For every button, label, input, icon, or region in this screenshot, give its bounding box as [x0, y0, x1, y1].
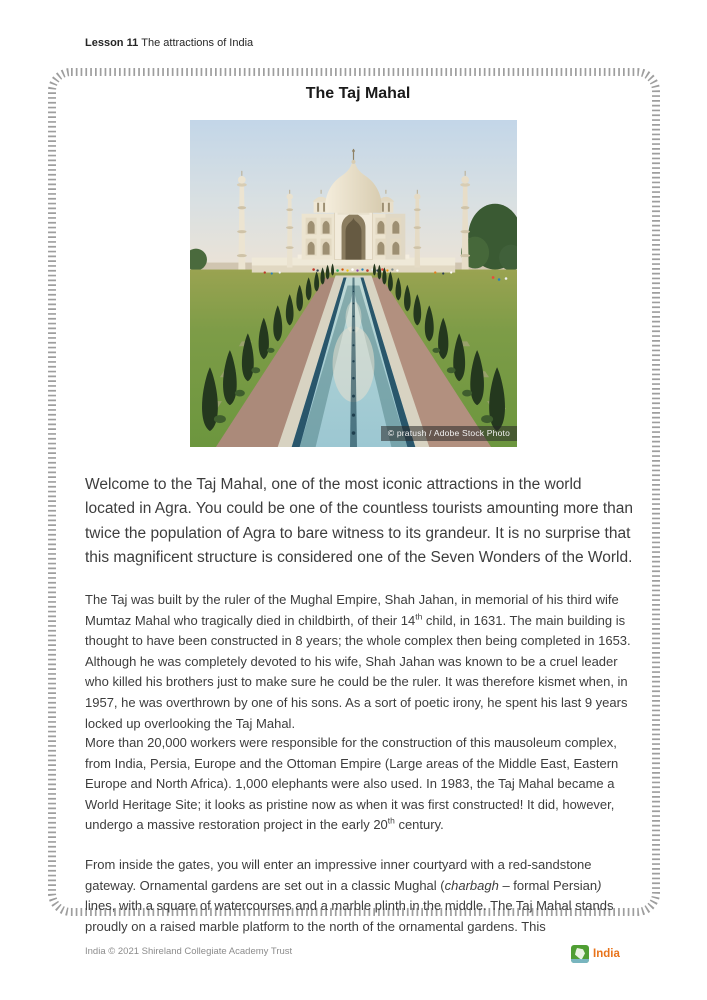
paragraph-history: The Taj was built by the ruler of the Mughal Empire, Shah Jahan, in memorial of his third wife Mumtaz Mahal who tragically died in childbirth, of their 14th child, in 1631. The main building is thought to have been constructed in 8 years; the whole complex then being completed in 1653. Although he was completely devoted to his wife, Shah Jahan was known to be a cruel leader who killed his brothers just to make sure he could be the ruler. It was therefore kismet when, in 1957, he was overthrown by one of his sons. As a sort of poetic irony, he spent his last 9 years locked up overlooking the Taj Mahal. [85, 592, 631, 731]
lesson-header: Lesson 11 The attractions of India [85, 37, 254, 49]
india-logo [571, 943, 620, 965]
paragraph-construction: More than 20,000 workers were responsible for the construction of this mausoleum complex, from India, Persia, Europe and the Ottoman Empire (Large areas of the Middle East, Eastern Europe and North Africa). 1,000 elephants were also used. In 1983, the Taj Mahal became a World Heritage Site; it looks as pristine now as when it was first constructed! It did, however, undergo a massive restoration project in the early 20th century. [85, 735, 619, 833]
india-logo-icon [571, 945, 589, 963]
paragraph-gardens: From inside the gates, you will enter an impressive inner courtyard with a red-sandstone gateway. Ornamental gardens are set out in a classic Mughal (charbagh – formal Persian) lines, with a square of watercourses and a marble plinth in the middle. The Taj Mahal stands proudly on a raised marble platform to the north of the ornamental gardens. This [85, 857, 614, 934]
taj-mahal-photo [190, 120, 517, 447]
page-title: The Taj Mahal [305, 85, 411, 102]
taj-mahal-illustration [190, 120, 517, 447]
paragraph-intro: Welcome to the Taj Mahal, one of the most iconic attractions in the world located in Agra. You could be one of the countless tourists amounting more than twice the population of Agra to bare witness to its grandeur. It is no surprise that this magnificent structure is considered one of the Seven Wonders of the World. [85, 475, 634, 566]
photo-credit: © pratush / Adobe Stock Photo [381, 426, 517, 441]
india-logo-label: India [593, 948, 620, 960]
footer-copyright: India © 2021 Shireland Collegiate Academy Trust [85, 946, 293, 957]
